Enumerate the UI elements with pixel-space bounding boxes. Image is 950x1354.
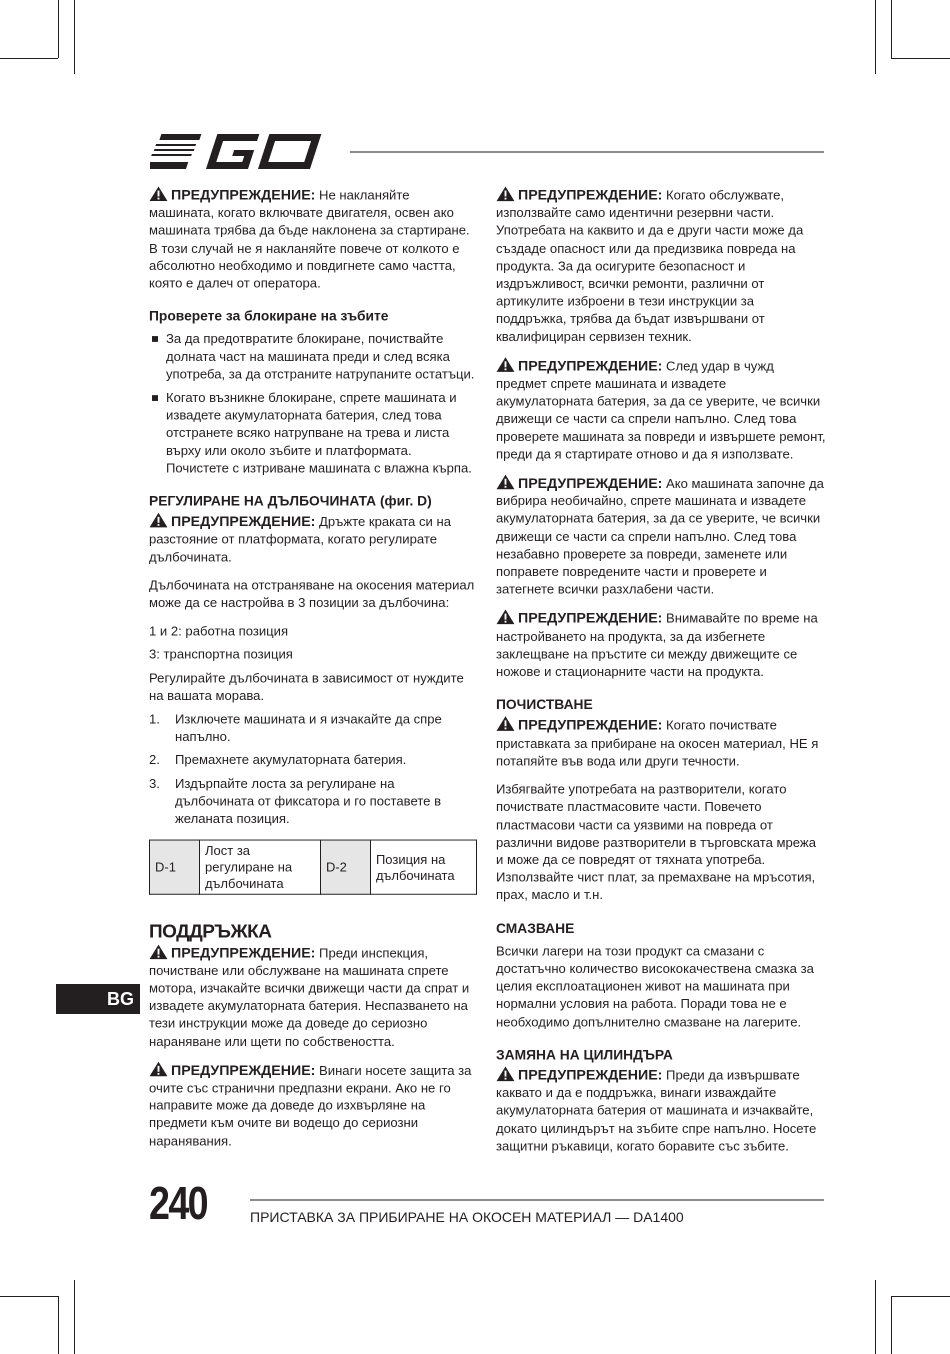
warning-text: Винаги носете защита за очите със странични предпазни екрани. Ако не го направите може да доведе до изхвърляне на предмети към очите ви водещо до сериозни наранявания. [149, 1062, 472, 1148]
crop-mark [74, 1280, 75, 1354]
language-tab: BG [56, 984, 140, 1014]
warning-inspect [149, 944, 477, 1051]
warning-icon [496, 716, 515, 732]
cleaning-heading: ПОЧИСТВАНЕ [496, 697, 593, 713]
crop-mark [891, 58, 950, 59]
list-item: 1. Изключете машината и я изчакайте да спре напълно. [149, 711, 442, 744]
warning-label: ПРЕДУПРЕЖДЕНИЕ: [518, 476, 663, 492]
cylinder-heading: ЗАМЯНА НА ЦИЛИНДЪРА [496, 1047, 673, 1062]
legend-code: D-1 [150, 840, 200, 894]
warning-label: ПРЕДУПРЕЖДЕНИЕ: [171, 945, 316, 962]
list-item: Когато възникне блокиране, спрете машината и извадете акумулаторната батерия, след това отстранете всяко натрупване на трева и листа върху или около зъбите и платформата. Почистете с изтриване машината с влажна кърпа. [149, 389, 477, 477]
warning-icon [149, 944, 168, 959]
footer-rule [250, 1199, 824, 1201]
page-number: 240 [149, 1177, 208, 1229]
warning-label: ПРЕДУПРЕЖДЕНИЕ: [518, 358, 663, 375]
crop-mark [0, 1296, 58, 1297]
warning-vibration [496, 474, 826, 599]
warning-text: Не накланяйте машината, когато включвате двигателя, освен ако машината трябва да бъде наклонена за стартиране. В този случай не я накланяйте повече от колкото е абсолютно необходимо и повдигнете само частта, която е далеч от оператора. [149, 187, 470, 291]
list-item: За да предотвратите блокиране, почиствайте долната част на машината преди и след всяка употреба, за да отстраните натрупаните остатъци. [149, 331, 477, 384]
warning-text: Дръжте краката си на разстояние от платформата, когато регулирате дълбочината. [149, 514, 451, 565]
warning-text: Преди да извършвате каквато и да е поддръжка, винаги изваждайте акумулаторната батерия от машината и изчаквайте, докато цилиндърът на зъбите спре напълно. Носете защитни ръкавици, когато боравите със зъбите. [496, 1067, 817, 1154]
depth-heading: РЕГУЛИРАНЕ НА ДЪЛБОЧИНАТА (фиг. D) [149, 493, 432, 509]
left-column [149, 186, 477, 1161]
ego-logo [150, 132, 330, 172]
warning-label: ПРЕДУПРЕЖДЕНИЕ: [518, 187, 663, 204]
warning-label: ПРЕДУПРЕЖДЕНИЕ: [518, 611, 663, 627]
warning-label: ПРЕДУПРЕЖДЕНИЕ: [171, 514, 316, 530]
warning-icon [496, 474, 515, 490]
header-rule [350, 151, 824, 153]
warning-eyes [149, 1061, 477, 1150]
warning-icon [496, 186, 515, 202]
warning-icon [149, 1061, 168, 1076]
warning-label: ПРЕДУПРЕЖДЕНИЕ: [171, 187, 316, 204]
crop-mark [891, 1296, 892, 1354]
warning-label: ПРЕДУПРЕЖДЕНИЕ: [518, 1067, 663, 1084]
depth-intro: Дълбочината на отстраняване на окосения материал може да се настройва в 3 позиции за дълбочина: [149, 577, 475, 611]
warning-text: Преди инспекция, почистване или обслужване на машината спрете мотора, изчакайте всички движещи части да спрат и извадете акумулаторната батерия. Неспазването на тези инструкции може да доведе до сериозно нараняване или щети по собствеността. [149, 945, 470, 1049]
warning-fingers [496, 610, 826, 682]
blockage-list [149, 331, 477, 478]
lubrication-heading: СМАЗВАНЕ [496, 921, 575, 936]
depth-position-transport: 3: транспортна позиция [149, 647, 293, 662]
warning-text: Когато обслужвате, използвайте само идентични резервни части. Употребата на каквито и да е други части може да създаде опасност или да предизвика повреда на продукта. За да осигурите безопасност и издръжливост, всички ремонти, различни от артикулите изброени в тези инструкции за поддръжка, трябва да бъдат извършвани от квалифициран сервизен техник. [496, 187, 804, 344]
warning-icon [496, 357, 515, 373]
crop-mark [0, 58, 58, 59]
crop-mark [58, 0, 59, 58]
table-row [150, 840, 477, 894]
legend-label: Лост за регулиране на дълбочината [200, 840, 321, 894]
blockage-heading: Проверете за блокиране на зъбите [149, 309, 389, 324]
warning-depth [149, 513, 477, 567]
right-column [496, 186, 826, 1166]
legend-code: D-2 [320, 840, 370, 894]
maintenance-title: ПОДДРЪЖКА [149, 922, 272, 943]
warning-text: След удар в чужд предмет спрете машината и извадете акумулаторната батерия, за да се уверите, че всички движещи се части са спрели напълно. След това проверете машината за повреди и извършете ремонт, преди да я стартирате отново и да я използвате. [496, 358, 826, 462]
warning-icon [496, 610, 515, 626]
warning-label: ПРЕДУПРЕЖДЕНИЕ: [171, 1062, 316, 1079]
warning-text: Внимавайте по време на настройването на продукта, за да избегнете заклещване на пръстите си между движещите се ножове и стационарните части на продукта. [496, 611, 818, 679]
crop-mark [58, 1296, 59, 1354]
lubrication-text: Всички лагери на този продукт са смазани с достатъчно количество висококачествена смазка за целия експлоатационен живот на машината при нормални условия на работа. Поради това не е необходимо допълнително смазване на лагерите. [496, 943, 814, 1029]
warning-cleaning [496, 716, 826, 770]
warning-text: Ако машината започне да вибрира необичайно, спрете машината и извадете акумулаторната батерия, за да се уверите, че всички движещи се части са спрели напълно. След това незабавно проверете за повреди, заменете или поправете повредените части и проверете и затегнете всички разхлабени части. [496, 476, 824, 597]
warning-icon [149, 186, 168, 201]
depth-steps [149, 711, 477, 828]
warning-tilt [149, 186, 477, 293]
list-item: 3. Издърпайте лоста за регулиране на дълбочината от фиксатора и го поставете в желаната позиция. [149, 776, 442, 827]
legend-label: Позиция на дълбочината [370, 840, 476, 894]
figure-legend-table [149, 840, 477, 895]
crop-mark [875, 0, 876, 74]
crop-mark [891, 1296, 950, 1297]
warning-cylinder [496, 1066, 826, 1155]
warning-text: Когато почиствате приставката за прибиране на окосен материал, НЕ я потапяйте във вода или други течности. [496, 718, 819, 769]
warning-icon [149, 513, 168, 528]
crop-mark [875, 1280, 876, 1354]
cleaning-text: Избягвайте употребата на разтворители, когато почиствате пластмасовите части. Повечето пластмасови части са уязвими на повреда от различни видове разтворители в търговската мрежа и може да се повредят от тяхната употреба. Използвайте чист плат, за премахване на мръсотия, прах, масло и т.н. [496, 781, 816, 903]
depth-position-working: 1 и 2: работна позиция [149, 623, 289, 639]
footer-title: ПРИСТАВКА ЗА ПРИБИРАНЕ НА ОКОСЕН МАТЕРИАЛ — DA1400 [250, 1209, 684, 1225]
warning-label: ПРЕДУПРЕЖДЕНИЕ: [518, 718, 663, 734]
crop-mark [74, 0, 75, 74]
list-item: 2. Премахнете акумулаторната батерия. [149, 752, 407, 768]
warning-icon [496, 1066, 515, 1082]
warning-parts [496, 186, 826, 346]
warning-impact [496, 357, 826, 464]
depth-adjust: Регулирайте дълбочината в зависимост от нуждите на вашата морава. [149, 670, 464, 703]
crop-mark [891, 0, 892, 58]
